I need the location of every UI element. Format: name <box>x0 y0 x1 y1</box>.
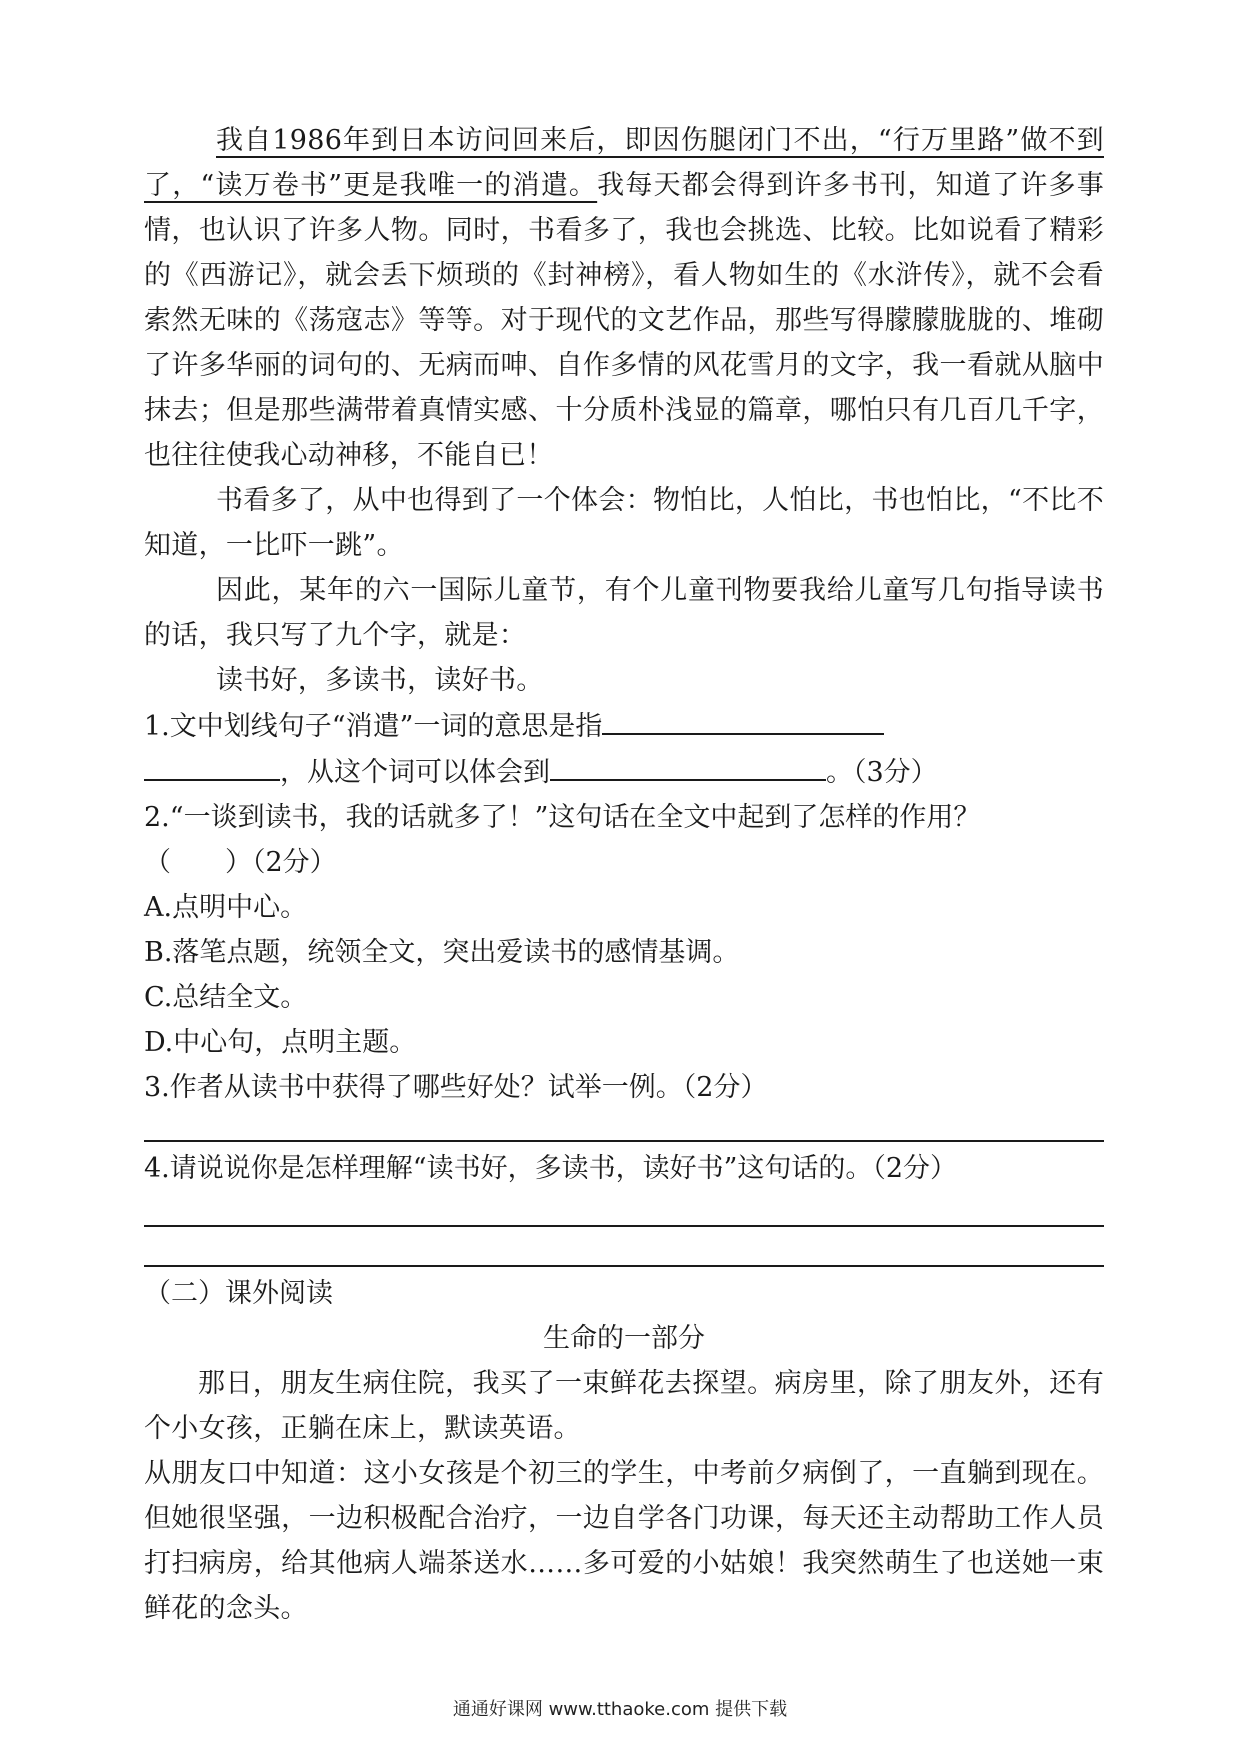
question-1-score: 。（3分） <box>826 757 938 788</box>
question-1-text-2: ，从这个词可以体会到 <box>280 757 550 788</box>
question-1-text: 1.文中划线句子“消遣”一词的意思是指 <box>144 711 603 742</box>
option-a: A.点明中心。 <box>144 892 308 923</box>
section2-paragraph-2: 从朋友口中知道：这小女孩是个初三的学生，中考前夕病倒了，一直躺到现在。但她很坚强，一边积极配合治疗，一边自学各门功课，每天还主动帮助工作人员打扫病房，给其他病人端茶送水……多可爱的小姑娘！我突然萌生了也送她一束鲜花的念头。 <box>144 1458 1104 1624</box>
question-1-line-2 <box>144 749 1104 795</box>
answer-line-q3[interactable] <box>144 1140 1104 1142</box>
question-4: 4.请说说你是怎样理解“读书好，多读书，读好书”这句话的。（2分） <box>144 1153 958 1184</box>
option-d: D.中心句，点明主题。 <box>144 1027 417 1058</box>
section2-paragraph-1: 那日，朋友生病住院，我买了一束鲜花去探望。病房里，除了朋友外，还有个小女孩，正躺在床上，默读英语。 <box>144 1368 1104 1444</box>
passage-title: 生命的一部分 <box>543 1323 705 1354</box>
underlined-sentence: 我自1986年到日本访问回来后，即因伤腿闭门不出，“行万里路”做不到了，“读万卷书”更是我唯一的消遣。 <box>144 125 1104 201</box>
answer-line-q4-2[interactable] <box>144 1265 1104 1267</box>
passage-paragraph-2: 书看多了，从中也得到了一个体会：物怕比，人怕比，书也怕比，“不比不知道，一比吓一跳”。 <box>144 485 1104 561</box>
document-page <box>144 118 1104 1631</box>
passage-paragraph-3: 因此，某年的六一国际儿童节，有个儿童刊物要我给儿童写几句指导读书的话，我只写了九个字，就是： <box>144 575 1104 651</box>
question-2-bracket[interactable]: （ ）（2分） <box>144 847 337 878</box>
question-3: 3.作者从读书中获得了哪些好处？试举一例。（2分） <box>144 1072 768 1103</box>
paragraph-1-rest: 我每天都会得到许多书刊，知道了许多事情，也认识了许多人物。同时，书看多了，我也会挑选、比较。比如说看了精彩的《西游记》，就会丢下烦琐的《封神榜》，看人物如生的《水浒传》，就不会看索然无味的《荡寇志》等等。对于现代的文艺作品，那些写得朦朦胧胧的、堆砌了许多华丽的词句的、无病而呻、自作多情的风花雪月的文字，我一看就从脑中抹去；但是那些满带着真情实感、十分质朴浅显的篇章，哪怕只有几百几千字，也往往使我心动神移，不能自已！ <box>144 170 1104 471</box>
option-c: C.总结全文。 <box>144 982 308 1013</box>
answer-blank-2[interactable] <box>144 749 280 781</box>
answer-blank-3[interactable] <box>550 749 826 781</box>
option-b: B.落笔点题，统领全文，突出爱读书的感情基调。 <box>144 937 740 968</box>
question-2: 2.“一谈到读书，我的话就多了！”这句话在全文中起到了怎样的作用？ <box>144 802 981 833</box>
question-1-line-1 <box>144 703 1104 749</box>
passage-paragraph-4: 读书好，多读书，读好书。 <box>216 665 544 696</box>
answer-blank-1[interactable] <box>602 703 884 735</box>
passage-paragraph-1 <box>144 118 1104 478</box>
page-footer: 通通好课网 www.tthaoke.com 提供下载 <box>452 1699 788 1720</box>
section-heading: （二）课外阅读 <box>144 1278 333 1309</box>
